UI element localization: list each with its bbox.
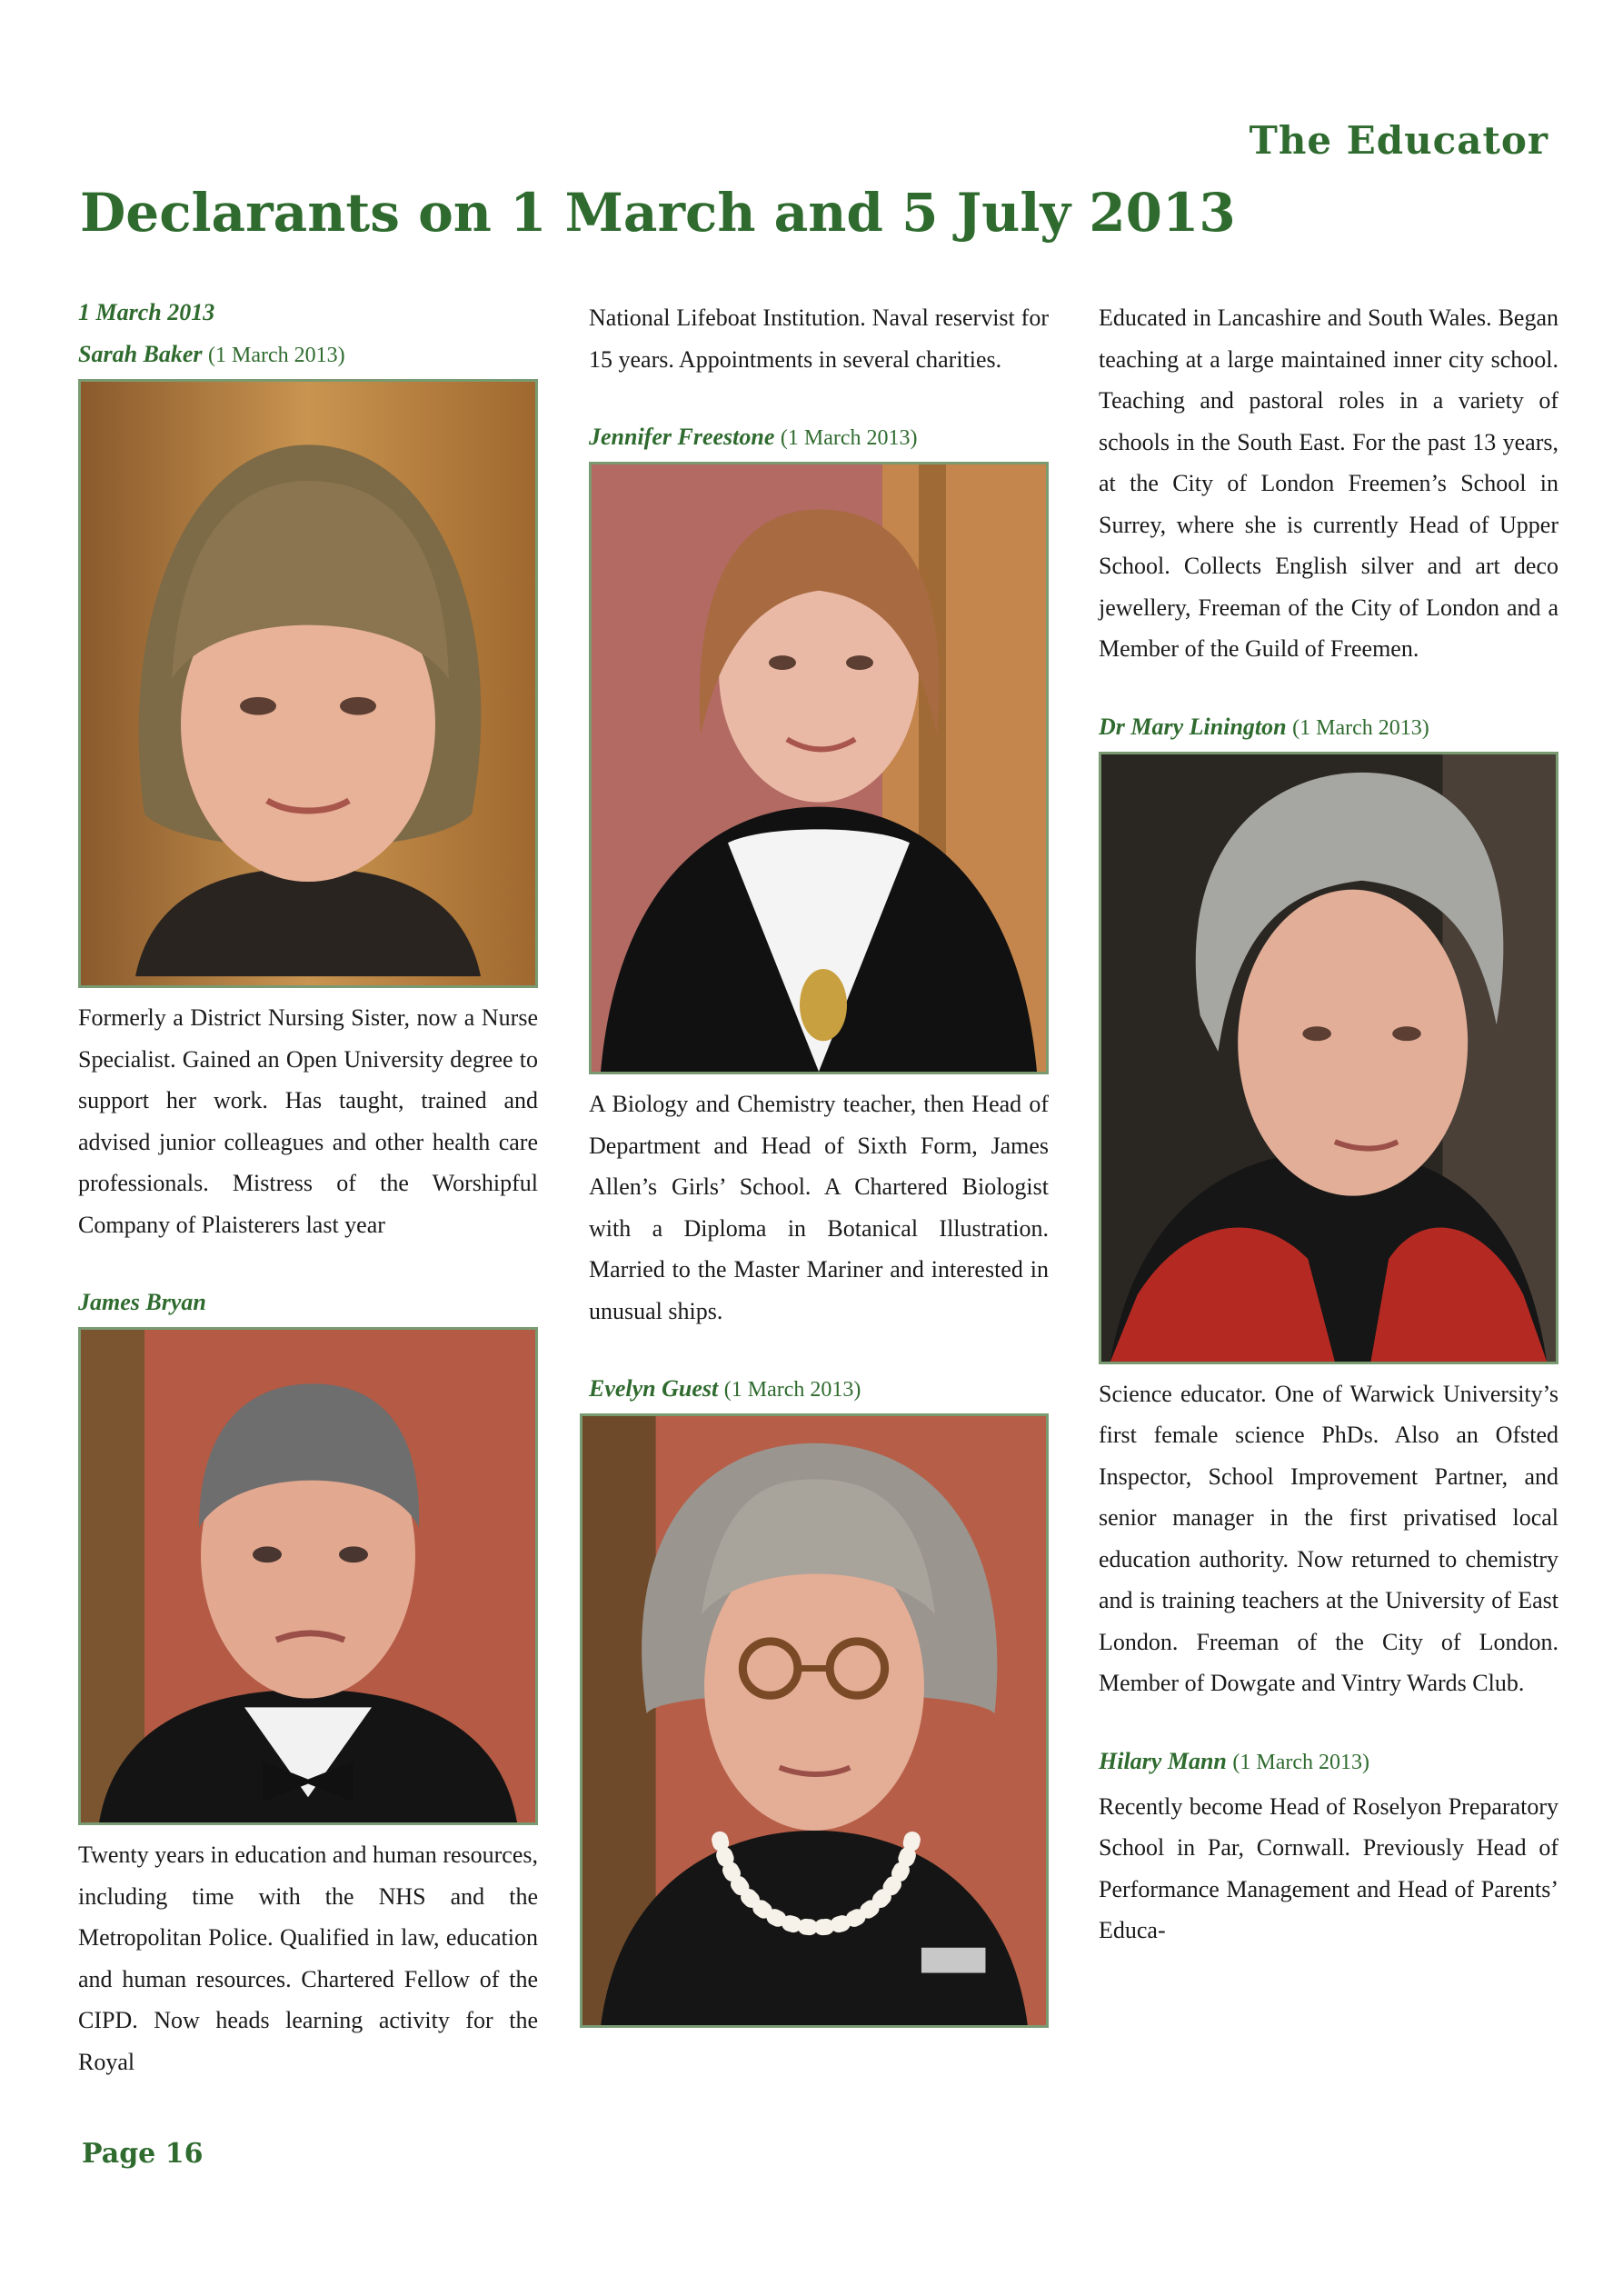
page-title: Declarants on 1 March and 5 July 2013: [80, 182, 1236, 244]
portrait-photo-jennifer-freestone: [589, 462, 1049, 1074]
declaration-date: (1 March 2013): [780, 426, 918, 450]
declaration-date: (1 March 2013): [208, 344, 345, 367]
declarant-heading-james-bryan: [78, 1286, 538, 1327]
page-number: Page 16: [82, 2138, 204, 2170]
column-1: [78, 297, 538, 2082]
declarant-heading-hilary-mann: [1099, 1745, 1558, 1786]
column-2: [589, 297, 1049, 2037]
portrait-photo-mary-linington: [1099, 752, 1558, 1364]
declarant-heading-sarah-baker: [78, 338, 538, 379]
portrait-photo-evelyn-guest: [580, 1413, 1049, 2028]
bio-sarah-baker: Formerly a District Nursing Sister, now a Nurse Specialist. Gained an Open University degree to support her work. Has taught, trained and advised junior colleagues and other health care professionals. Mistress of the Worshipful Company of Plaisterers last year: [78, 1004, 538, 1238]
declarant-name: Hilary Mann: [1099, 1747, 1227, 1774]
bio-mary-linington: Science educator. One of Warwick University’s first female science PhDs. Also an Ofsted Inspector, School Improvement Partner, and senior manager in the first privatised local education authority. Now returned to chemistry and is training teachers at the University of East London. Freeman of the City of London. Member of Dowgate and Vintry Wards Club.: [1099, 1380, 1558, 1696]
declaration-date: (1 March 2013): [1292, 715, 1429, 740]
bio-jennifer-freestone: A Biology and Chemistry teacher, then Head of Department and Head of Sixth Form, James Allen’s Girls’ School. A Chartered Biologist with a Diploma in Botanical Illustration. Married to the Master Mariner and interested in unusual ships.: [589, 1091, 1049, 1324]
bio-james-bryan-part-1: Twenty years in education and human resources, including time with the NHS and the Metropolitan Police. Qualified in law, education and human resources. Chartered Fellow of the CIPD. Now heads learning activity for the Royal: [78, 1842, 538, 2075]
bio-evelyn-guest: Educated in Lancashire and South Wales. Began teaching at a large maintained inner city school. Teaching and pastoral roles in a variety of schools in the South East. For the past 13 years, at the City of London Freemen’s School in Surrey, where she is currently Head of Upper School. Collects English silver and art deco jewellery, Freeman of the City of London and a Member of the Guild of Freemen.: [1099, 304, 1558, 662]
declarant-heading-mary-linington: [1099, 711, 1558, 752]
bio-james-bryan-part-2: National Lifeboat Institution. Naval reservist for 15 years. Appointments in several charities.: [589, 304, 1049, 373]
declaration-date: (1 March 2013): [723, 1378, 861, 1402]
declarant-name: James Bryan: [78, 1289, 206, 1315]
portrait-photo-james-bryan: [78, 1327, 538, 1825]
declarant-name: Evelyn Guest: [589, 1375, 719, 1402]
declarant-heading-jennifer-freestone: [589, 421, 1049, 462]
declarant-name: Jennifer Freestone: [589, 424, 775, 450]
bio-hilary-mann: Recently become Head of Roselyon Preparatory School in Par, Cornwall. Previously Head of Performance Management and Head of Parents’ Educa-: [1099, 1792, 1558, 1943]
declarant-name: Dr Mary Linington: [1099, 713, 1287, 740]
column-3: [1099, 297, 1558, 1952]
declarant-heading-evelyn-guest: [589, 1373, 1049, 1413]
masthead: The Educator: [1249, 118, 1548, 163]
portrait-photo-sarah-baker: [78, 379, 538, 988]
section-date-label: 1 March 2013: [78, 299, 215, 325]
declaration-date: (1 March 2013): [1232, 1750, 1369, 1774]
declarant-name: Sarah Baker: [78, 341, 203, 367]
